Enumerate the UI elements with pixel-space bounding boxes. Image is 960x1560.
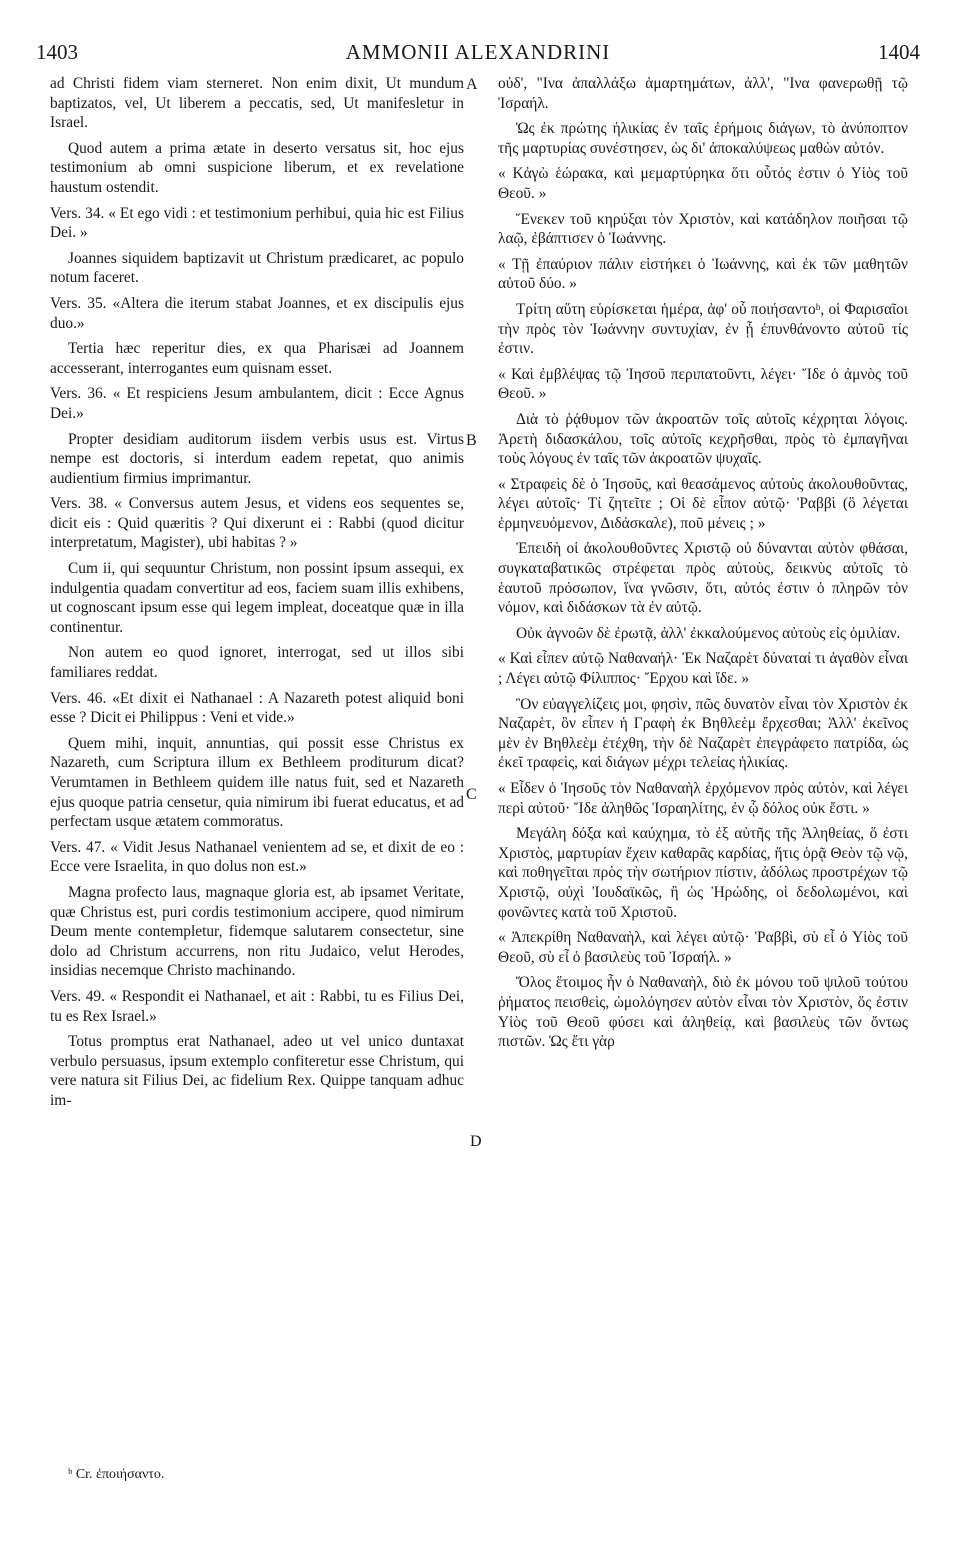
latin-paragraph: Magna profecto laus, magnaque gloria est, ab ipsamet Veritate, quæ Christus est, puri cordis testimonium accipere, quod nimirum Deum mente contempletur, fidemque salutarem consectetur, sine dolo ad Christum accurrens, non ritu Judaico, velut Herodes, insidias necemque Christo machinando. [50, 883, 464, 980]
latin-paragraph: Vers. 36. « Et respiciens Jesum ambulantem, dicit : Ecce Agnus Dei.» [50, 385, 464, 422]
greek-paragraph: οὐδ', "Ινα ἀπαλλάξω ἁμαρτημάτων, ἀλλ', "Ινα φανερωθῇ τῷ Ἰσραήλ. [498, 75, 908, 112]
greek-paragraph: « Καὶ εἶπεν αὐτῷ Ναθαναήλ· Ἐκ Ναζαρὲτ δύναταί τι ἀγαθὸν εἶναι ; Λέγει αὐτῷ Φίλιππος· Ἔρχου καὶ ἴδε. » [498, 650, 908, 688]
greek-paragraph: Ὃν εὐαγγελίζεις μοι, φησὶν, πῶς δυνατὸν εἶναι τὸν Χριστὸν ἐκ Ναζαρὲτ, ὃν εἶπεν ἡ Γραφὴ ἐκ Βηθλεὲμ ἔρχεσθαι; Ἀλλ' ἐκεῖνος μὲν ἐν Βηθλεὲμ ἐτέχθη, τὴν δὲ Ναζαρὲτ ἐπεγράφετο πατρίδα, ὡς ἐκεῖ τραφεὶς, καὶ διάγων μέχρι τελείας ἡλικίας. [498, 695, 908, 772]
greek-paragraph: « Στραφεὶς δὲ ὁ Ἰησοῦς, καὶ θεασάμενος αὐτοὺς ἀκολουθοῦντας, λέγει αὐτοῖς· Τί ζητεῖτε ; Οἱ δὲ εἶπον αὐτῷ· Ῥαββὶ (ὃ λέγεται ἑρμηνευόμενον, Διδάσκαλε), ποῦ μένεις ; » [498, 475, 908, 532]
greek-paragraph: « Εἶδεν ὁ Ἰησοῦς τὸν Ναθαναὴλ ἐρχόμενον πρὸς αὐτὸν, καὶ λέγει περὶ αὐτοῦ· Ἴδε ἀληθῶς Ἰσραηλίτης, ἐν ᾧ δόλος οὐκ ἔστι. » [498, 780, 908, 817]
greek-paragraph: « Τῇ ἐπαύριον πάλιν εἱστήκει ὁ Ἰωάννης, καὶ ἐκ τῶν μαθητῶν αὐτοῦ δύο. » [498, 255, 908, 293]
latin-paragraph: Tertia hæc reperitur dies, ex qua Pharisæi ad Joannem accesserant, interrogantes eum quisnam esset. [50, 340, 464, 377]
latin-paragraph: Cum ii, qui sequuntur Christum, non possint ipsum assequi, ex indulgentia quadam convertitur ad eos, faciem suam illis exhibens, ut cognoscant ipsum esse qui legem impleat, doceatque quæ in illa continentur. [50, 560, 464, 636]
latin-column [50, 74, 464, 1117]
greek-paragraph: « Ἀπεκρίθη Ναθαναὴλ, καὶ λέγει αὐτῷ· Ῥαββὶ, σὺ εἶ ὁ Υἱὸς τοῦ Θεοῦ, σὺ εἶ ὁ βασιλεὺς τοῦ Ἰσραήλ. » [498, 929, 908, 966]
greek-paragraph: Μεγάλη δόξα καὶ καύχημα, τὸ ἐξ αὐτῆς τῆς Ἀληθείας, ὅ ἐστι Χριστὸς, μαρτυρίαν ἔχειν καθαρᾶς καρδίας, ἥτις ὁρᾷ Θεὸν τῷ νῷ, καὶ ποθηγεῖται πρὸς τὴν σωτήριον πίστιν, ἀδόλως προστρέχων τῷ Χριστῷ, οὐχὶ Ἰουδαϊκῶς, ἢ ὡς Ἡρώδης, οἱ δεδολωμένοι, καὶ φονῶντες κατὰ τοῦ Χριστοῦ. [498, 825, 908, 921]
greek-paragraph: « Κἀγὼ ἑώρακα, καὶ μεμαρτύρηκα ὅτι οὗτός ἐστιν ὁ Υἱὸς τοῦ Θεοῦ. » [498, 165, 908, 202]
greek-paragraph: Διὰ τὸ ῥᾴθυμον τῶν ἀκροατῶν τοῖς αὐτοῖς κέχρηται λόγοις. Ἀρετὴ διδασκάλου, τοῖς αὐτοῖς κεχρῆσθαι, πρὸς τὸ ἐμπαγῆναι τοὺς λόγους ἐν ταῖς τῶν ἀκροατῶν ψυχαῖς. [498, 410, 908, 468]
greek-paragraph: Ὅλος ἕτοιμος ἦν ὁ Ναθαναὴλ, διὸ ἐκ μόνου τοῦ ψιλοῦ τούτου ῥήματος πεισθεὶς, ὡμολόγησεν αὐτὸν εἶναι τὸν Χριστὸν, ὅς ἐστιν Υἱὸς τοῦ Θεοῦ φύσει καὶ ἀληθείᾳ, καὶ βασιλεὺς τῶν ὄντως πιστῶν. Ὡς ἔτι γὰρ [498, 974, 908, 1051]
latin-paragraph: Totus promptus erat Nathanael, adeo ut vel unico duntaxat verbulo persuasus, ipsum extemplo confiteretur esse Christum, qui vere natura sit Filius Dei, ac fidelium Rex. Quippe tanquam adhuc im- [50, 1033, 464, 1109]
latin-paragraph: ad Christi fidem viam sterneret. Non enim dixit, Ut mundum baptizatos, vel, Ut liberem a peccatis, sed, Ut manifesletur in Israel. [50, 75, 464, 132]
latin-paragraph: Quod autem a prima ætate in deserto versatus sit, hoc ejus testimonium ab omni suspicione liberum, et ex revelatione haustum ostendit. [50, 139, 464, 196]
margin-marker-a: A [466, 76, 478, 93]
greek-paragraph: Ἕνεκεν τοῦ κηρύξαι τὸν Χριστὸν, καὶ κατάδηλον ποιῆσαι τῷ λαῷ, ἐβάπτισεν ὁ Ἰωάννης. [498, 210, 908, 248]
greek-paragraph: Τρίτη αὕτη εὑρίσκεται ἡμέρα, ἀφ' οὗ ποιήσαντοᵇ, οἱ Φαρισαῖοι τὴν πρὸς τὸν Ἰωάννην συντυχίαν, ἐν ᾗ ἐπυνθάνοντο αὐτοῦ τίς ἐστιν. [498, 300, 908, 358]
page-number-left: 1403 [36, 40, 78, 64]
greek-paragraph: « Καὶ ἐμβλέψας τῷ Ἰησοῦ περιπατοῦντι, λέγει· Ἴδε ὁ ἀμνὸς τοῦ Θεοῦ. » [498, 365, 908, 403]
margin-marker-d: D [470, 1133, 482, 1150]
greek-paragraph: Ἐπειδὴ οἱ ἀκολουθοῦντες Χριστῷ οὐ δύνανται αὐτὸν φθάσαι, συγκαταβατικῶς στρέφεται πρὸς αὐτοὺς, δεικνὺς αὐτοῖς τὸ ἑαυτοῦ πρόσωπον, ἵνα γνῶσιν, ὅτι, αὐτός ἐστιν ὁ πληρῶν τὸν νόμον, καὶ διδάσκων τὰ ἐν αὐτῷ. [498, 540, 908, 617]
latin-paragraph: Joannes siquidem baptizavit ut Christum prædicaret, ac populo notum faceret. [50, 249, 464, 287]
latin-paragraph: Quem mihi, inquit, annuntias, qui possit esse Christus ex Nazareth, cum Scriptura illum ex Bethleem proditurum dicat? Verumtamen in Bethleem quidem ille natus fuit, sed et Nazareth ejus quoque patria censetur, quia nimirum ibi fuerat educatus, et ad perfectam usque ætatem commoratus. [50, 734, 464, 831]
latin-paragraph: Non autem eo quod ignoret, interrogat, sed ut illos sibi familiares reddat. [50, 644, 464, 682]
margin-marker-b: B [466, 432, 477, 449]
latin-paragraph: Vers. 34. « Et ego vidi : et testimonium perhibui, quia hic est Filius Dei. » [50, 204, 464, 242]
page-number-right: 1404 [878, 40, 920, 64]
latin-paragraph: Vers. 35. «Altera die iterum stabat Joannes, et ex discipulis ejus duo.» [50, 294, 464, 332]
latin-paragraph: Propter desidiam auditorum iisdem verbis usus est. Virtus nempe est doctoris, si interdum eadem repetat, quo animis audientium firmius imprimantur. [50, 430, 464, 487]
latin-paragraph: Vers. 46. «Et dixit ei Nathanael : A Nazareth potest aliquid boni esse ? Dicit ei Philippus : Veni et vide.» [50, 689, 464, 727]
greek-paragraph: Ὡς ἐκ πρώτης ἡλικίας ἐν ταῖς ἐρήμοις διάγων, τὸ ἀνύποπτον τῆς μαρτυρίας συνέστησεν, ὡς δι' ἀποκαλύψεως μαθὼν αὐτόν. [498, 120, 908, 157]
footnote: ᵇ Cr. ἐποιήσαντο. [68, 1467, 165, 1482]
page-header [36, 40, 920, 70]
latin-paragraph: Vers. 38. « Conversus autem Jesus, et videns eos sequentes se, dicit eis : Quid quæritis ? Qui dixerunt ei : Rabbi (quod dicitur interpretatum, Magister), ubi habitas ? » [50, 495, 464, 552]
greek-paragraph: Οὐκ ἀγνοῶν δὲ ἐρωτᾷ, ἀλλ' ἐκκαλούμενος αὐτοὺς εἰς ὁμιλίαν. [516, 624, 901, 642]
margin-marker-c: C [466, 786, 477, 803]
greek-column [498, 74, 908, 1058]
latin-paragraph: Vers. 47. « Vidit Jesus Nathanael venientem ad se, et dixit de eo : Ecce vere Israelita, in quo dolus non est.» [50, 838, 464, 876]
running-title: AMMONII ALEXANDRINI [345, 40, 611, 64]
latin-paragraph: Vers. 49. « Respondit ei Nathanael, et ait : Rabbi, tu es Filius Dei, tu es Rex Israel.» [50, 987, 464, 1025]
